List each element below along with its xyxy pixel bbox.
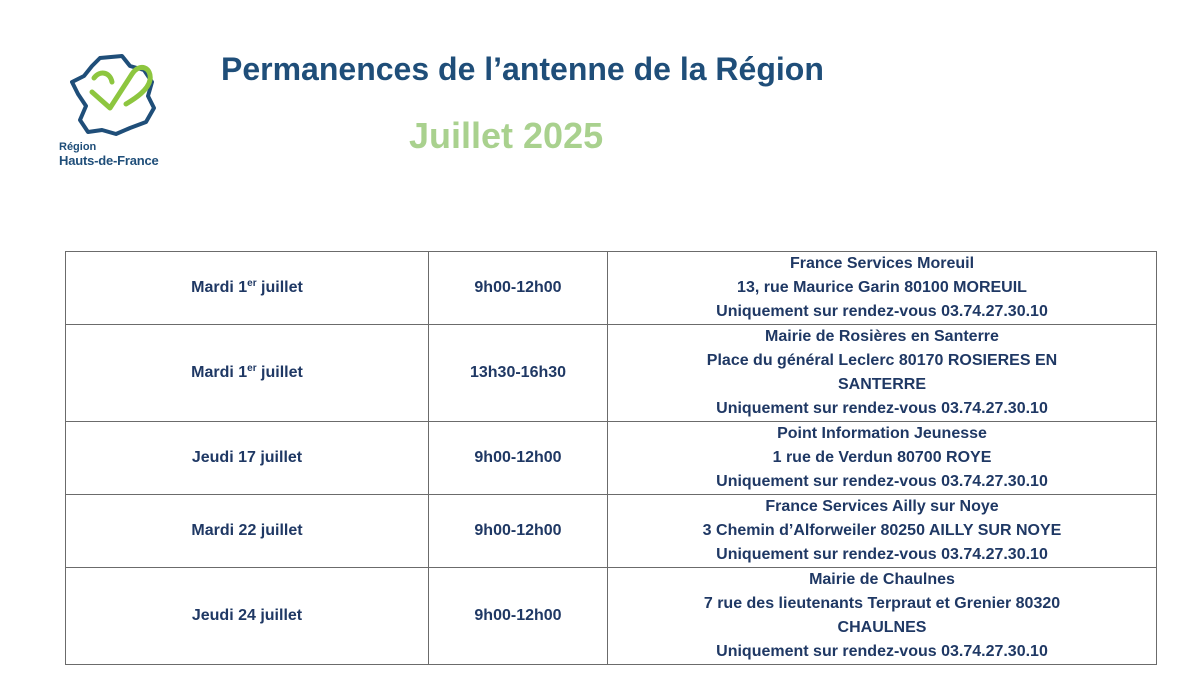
table-row xyxy=(66,568,1157,665)
logo-region-label: Région xyxy=(59,141,97,153)
location-cell xyxy=(608,422,1157,495)
location-line: SANTERRE xyxy=(837,376,926,393)
location-line: Mairie de Rosières en Santerre xyxy=(765,328,999,345)
location-line: Mairie de Chaulnes xyxy=(809,571,955,588)
table-row xyxy=(66,495,1157,568)
time-cell: 13h30-16h30 xyxy=(429,325,608,422)
location-line: Uniquement sur rendez-vous 03.74.27.30.10 xyxy=(716,643,1048,660)
date-cell xyxy=(66,495,429,568)
location-line: France Services Ailly sur Noye xyxy=(765,498,999,515)
location-line: Uniquement sur rendez-vous 03.74.27.30.10 xyxy=(716,546,1048,563)
logo-region-name: Hauts-de-France xyxy=(59,153,159,168)
location-line: Point Information Jeunesse xyxy=(777,425,987,442)
page-subtitle: Juillet 2025 xyxy=(409,115,604,156)
time-cell: 9h00-12h00 xyxy=(429,422,608,495)
date-cell xyxy=(66,325,429,422)
location-line: France Services Moreuil xyxy=(789,255,975,272)
time-cell: 9h00-12h00 xyxy=(429,495,608,568)
france-heart-icon xyxy=(70,52,162,138)
location-line: 1 rue de Verdun 80700 ROYE xyxy=(772,449,992,466)
location-line: Uniquement sur rendez-vous 03.74.27.30.10 xyxy=(716,400,1048,417)
page-title: Permanences de l’antenne de la Région xyxy=(221,51,824,87)
location-line: 13, rue Maurice Garin 80100 MOREUIL xyxy=(737,279,1027,296)
location-line: Place du général Leclerc 80170 ROSIERES EN xyxy=(706,352,1058,369)
date-month: juillet xyxy=(256,364,303,381)
date-cell xyxy=(66,422,429,495)
table-row xyxy=(66,422,1157,495)
time-cell: 9h00-12h00 xyxy=(429,568,608,665)
location-line: 7 rue des lieutenants Terpraut et Grenier 80320 xyxy=(703,595,1061,612)
date-text: Mardi 1 xyxy=(191,364,248,381)
location-cell xyxy=(608,495,1157,568)
location-line: 3 Chemin d’Alforweiler 80250 AILLY SUR NOYE xyxy=(702,522,1062,539)
date-text: Mardi 1 xyxy=(191,279,248,296)
date-text: Mardi 22 juillet xyxy=(191,522,303,539)
location-line: Uniquement sur rendez-vous 03.74.27.30.10 xyxy=(716,473,1048,490)
table-row xyxy=(66,325,1157,422)
location-cell xyxy=(608,568,1157,665)
location-cell xyxy=(608,325,1157,422)
date-cell xyxy=(66,252,429,325)
date-ordinal-suffix: er xyxy=(247,363,257,374)
location-cell xyxy=(608,252,1157,325)
date-month: juillet xyxy=(256,279,303,296)
date-cell xyxy=(66,568,429,665)
schedule-table xyxy=(65,251,1157,665)
date-text: Jeudi 24 juillet xyxy=(191,607,303,624)
location-line: Uniquement sur rendez-vous 03.74.27.30.10 xyxy=(716,303,1048,320)
location-line: CHAULNES xyxy=(837,619,927,636)
date-text: Jeudi 17 juillet xyxy=(191,449,303,466)
region-logo xyxy=(58,52,176,172)
date-ordinal-suffix: er xyxy=(247,278,257,289)
table-row xyxy=(66,252,1157,325)
time-cell: 9h00-12h00 xyxy=(429,252,608,325)
